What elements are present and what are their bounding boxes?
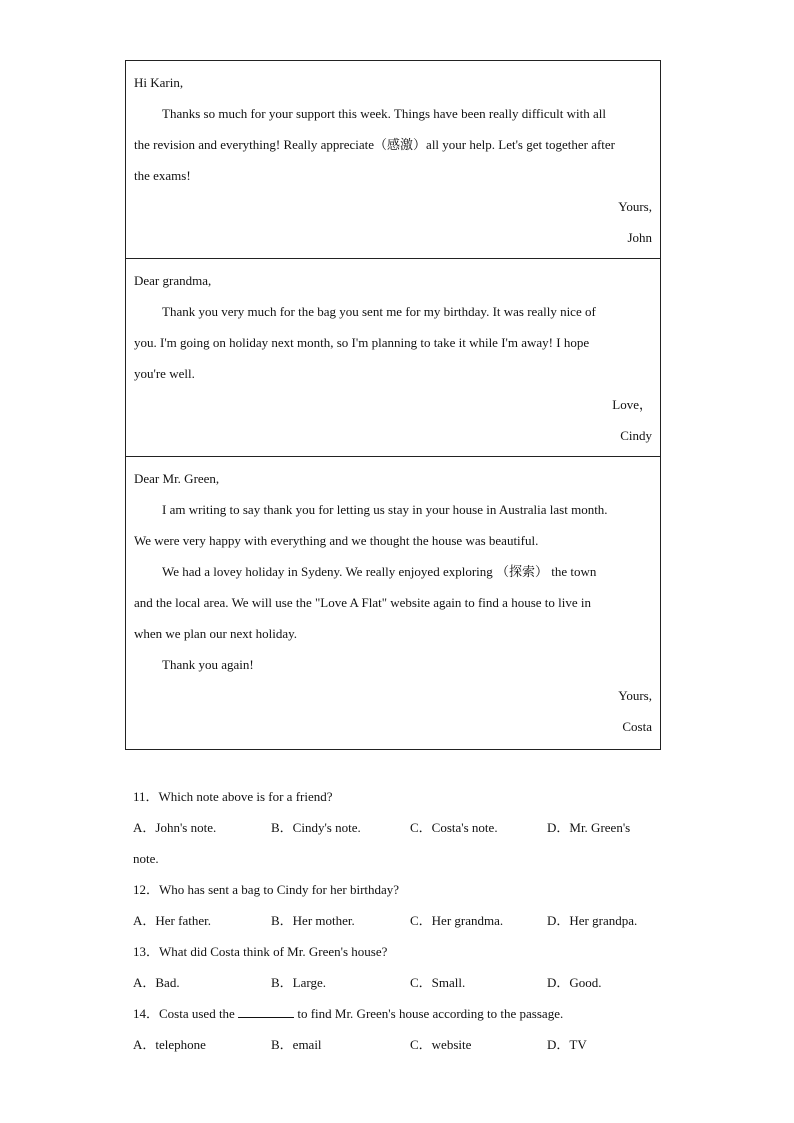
note-signature: Cindy <box>620 428 652 443</box>
question-options <box>133 905 663 936</box>
note-body-line: I am writing to say thank you for letting us stay in your house in Australia last month. <box>162 502 608 517</box>
note-body-line: Thank you again! <box>162 657 254 672</box>
option-a[interactable]: A．John's note. <box>133 820 217 835</box>
note-signature: Costa <box>622 719 652 734</box>
note-closing: Love， <box>612 397 652 412</box>
question-options <box>133 812 663 843</box>
note-john <box>126 61 660 259</box>
question-options <box>133 967 663 998</box>
question-stem: 12．Who has sent a bag to Cindy for her birthday? <box>133 882 400 897</box>
note-body-line: the revision and everything! Really appreciate（感激）all your help. Let's get together after <box>134 137 616 152</box>
questions-section <box>133 781 663 1060</box>
note-body-line: you're well. <box>134 366 195 381</box>
option-b[interactable]: B．Cindy's note. <box>271 820 361 835</box>
note-body-line: and the local area. We will use the "Love A Flat" website again to find a house to live in <box>134 595 591 610</box>
answer-blank <box>238 1005 294 1018</box>
note-greeting: Dear grandma, <box>134 273 212 288</box>
option-c[interactable]: C．Small. <box>410 975 466 990</box>
option-d[interactable]: D．Her grandpa. <box>547 913 638 928</box>
option-c[interactable]: C．Costa's note. <box>410 820 498 835</box>
note-closing: Yours, <box>618 199 652 214</box>
option-a[interactable]: A．Her father. <box>133 913 211 928</box>
option-b[interactable]: B．Her mother. <box>271 913 355 928</box>
question-stem-after: to find Mr. Green's house according to the passage. <box>297 1006 564 1021</box>
note-greeting: Hi Karin, <box>134 75 184 90</box>
question-stem: 13．What did Costa think of Mr. Green's house? <box>133 944 388 959</box>
option-d[interactable]: D．Mr. Green's <box>547 820 631 835</box>
option-overflow: note. <box>133 851 159 866</box>
option-a[interactable]: A．telephone <box>133 1037 206 1052</box>
note-signature: John <box>627 230 652 245</box>
note-body-line: you. I'm going on holiday next month, so I'm planning to take it while I'm away! I hope <box>134 335 590 350</box>
note-body-line: when we plan our next holiday. <box>134 626 298 641</box>
notes-table <box>125 60 661 750</box>
question-stem <box>133 998 663 1029</box>
question-options <box>133 1029 663 1060</box>
note-body-line: the exams! <box>134 168 191 183</box>
option-d[interactable]: D．TV <box>547 1037 587 1052</box>
option-c[interactable]: C．Her grandma. <box>410 913 504 928</box>
option-c[interactable]: C．website <box>410 1037 472 1052</box>
option-b[interactable]: B．email <box>271 1037 322 1052</box>
note-closing: Yours, <box>618 688 652 703</box>
note-greeting: Dear Mr. Green, <box>134 471 220 486</box>
note-body-line: We had a lovey holiday in Sydeny. We really enjoyed exploring （探索） the town <box>162 564 597 579</box>
question-stem-before: 14．Costa used the <box>133 1006 235 1021</box>
note-cindy <box>126 259 660 457</box>
note-body-line: We were very happy with everything and we thought the house was beautiful. <box>134 533 539 548</box>
option-b[interactable]: B．Large. <box>271 975 326 990</box>
note-body-line: Thanks so much for your support this week. Things have been really difficult with all <box>162 106 606 121</box>
note-body-line: Thank you very much for the bag you sent me for my birthday. It was really nice of <box>162 304 596 319</box>
option-a[interactable]: A．Bad. <box>133 975 180 990</box>
note-costa <box>126 457 660 749</box>
question-stem: 11．Which note above is for a friend? <box>133 789 333 804</box>
option-d[interactable]: D．Good. <box>547 975 602 990</box>
